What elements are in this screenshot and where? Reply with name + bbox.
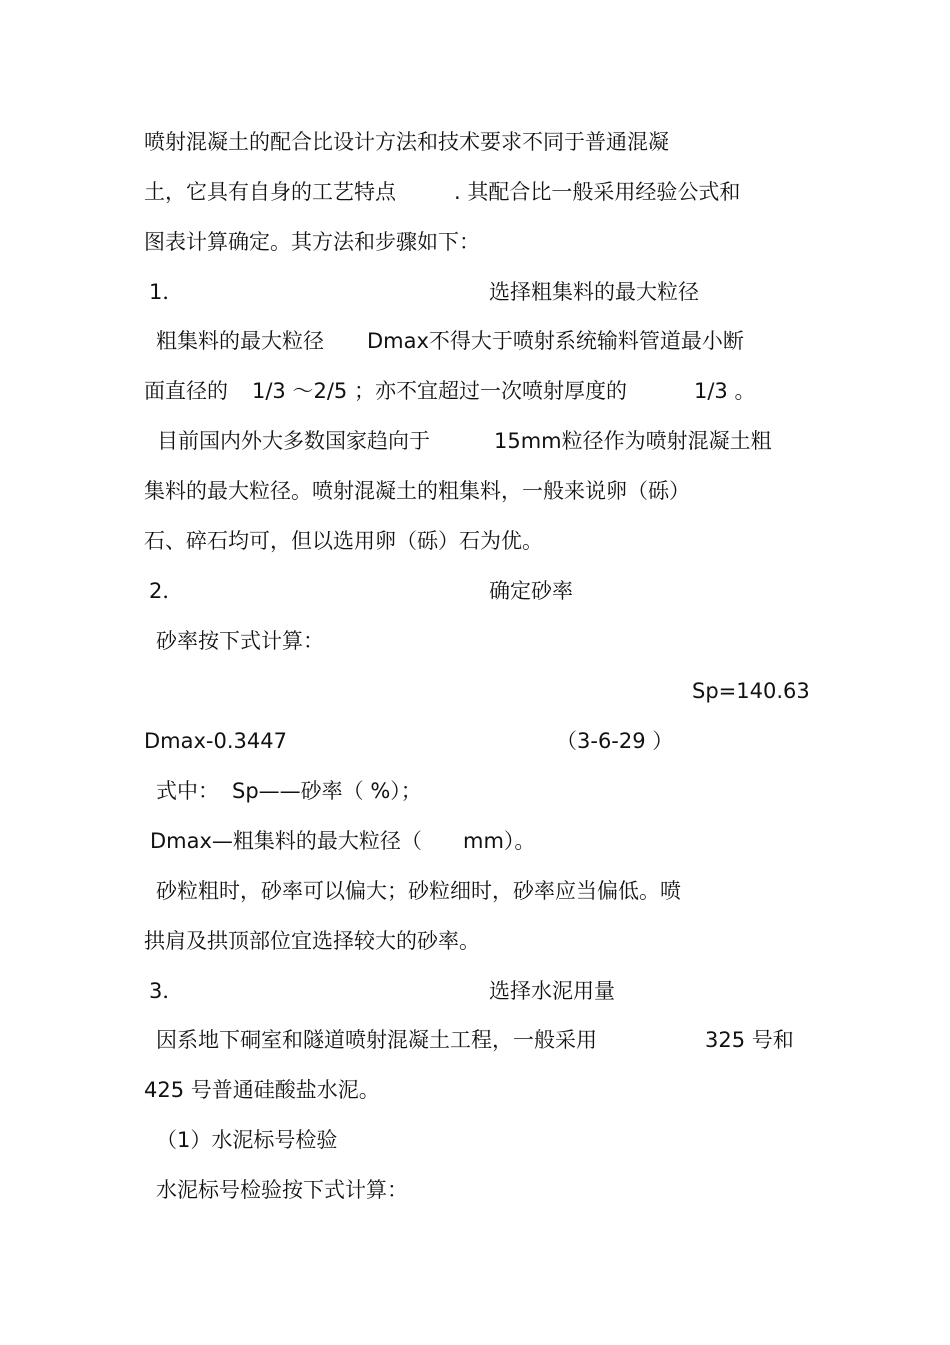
paragraph-line: 砂粒粗时，砂率可以偏大；砂粒细时，砂率应当偏低。喷 [156, 879, 681, 903]
paragraph-line: 土，它具有自身的工艺特点 [144, 180, 396, 204]
section-heading: 确定砂率 [489, 579, 573, 603]
paragraph-line: 325 号和 [705, 1028, 794, 1052]
paragraph-line: 式中： [156, 779, 219, 803]
formula-number: （3-6-29 ） [556, 729, 674, 753]
subsection-heading: （1）水泥标号检验 [156, 1128, 338, 1152]
formula-line: Dmax-0.3447 [144, 729, 287, 753]
section-heading: 选择水泥用量 [489, 979, 615, 1003]
section-number: 1． [149, 280, 184, 304]
paragraph-line: Dmax不得大于喷射系统输料管道最小断 [367, 329, 744, 353]
formula-line: Sp=140.63 [692, 679, 810, 703]
paragraph-line: . 其配合比一般采用经验公式和 [454, 180, 741, 204]
paragraph-line: 喷射混凝土的配合比设计方法和技术要求不同于普通混凝 [144, 130, 669, 154]
paragraph-line: 目前国内外大多数国家趋向于 [157, 429, 430, 453]
paragraph-line: 石、碎石均可，但以选用卵（砾）石为优。 [144, 529, 543, 553]
paragraph-line: 拱肩及拱顶部位宜选择较大的砂率。 [144, 929, 480, 953]
paragraph-line: 因系地下硐室和隧道喷射混凝土工程，一般采用 [156, 1028, 597, 1052]
section-number: 3． [149, 979, 184, 1003]
paragraph-line: 图表计算确定。其方法和步骤如下： [144, 230, 480, 254]
paragraph-line: 水泥标号检验按下式计算： [156, 1178, 408, 1202]
paragraph-line: 15mm粒径作为喷射混凝土粗 [494, 429, 772, 453]
paragraph-line: 1/3 ～2/5 ；亦不宜超过一次喷射厚度的 [252, 379, 627, 403]
section-number: 2． [149, 579, 184, 603]
paragraph-line: 面直径的 [144, 379, 228, 403]
paragraph-line: 425 号普通硅酸盐水泥。 [144, 1078, 380, 1102]
paragraph-line: 集料的最大粒径。喷射混凝土的粗集料，一般来说卵（砾） [144, 479, 690, 503]
paragraph-line: Sp——砂率（ %）； [232, 779, 422, 803]
paragraph-line: 砂率按下式计算： [156, 629, 324, 653]
paragraph-line: 粗集料的最大粒径 [156, 329, 324, 353]
paragraph-line: 1/3 。 [694, 379, 756, 403]
paragraph-line: mm）。 [463, 829, 536, 853]
paragraph-line: Dmax—粗集料的最大粒径（ [150, 829, 422, 853]
section-heading: 选择粗集料的最大粒径 [489, 280, 699, 304]
